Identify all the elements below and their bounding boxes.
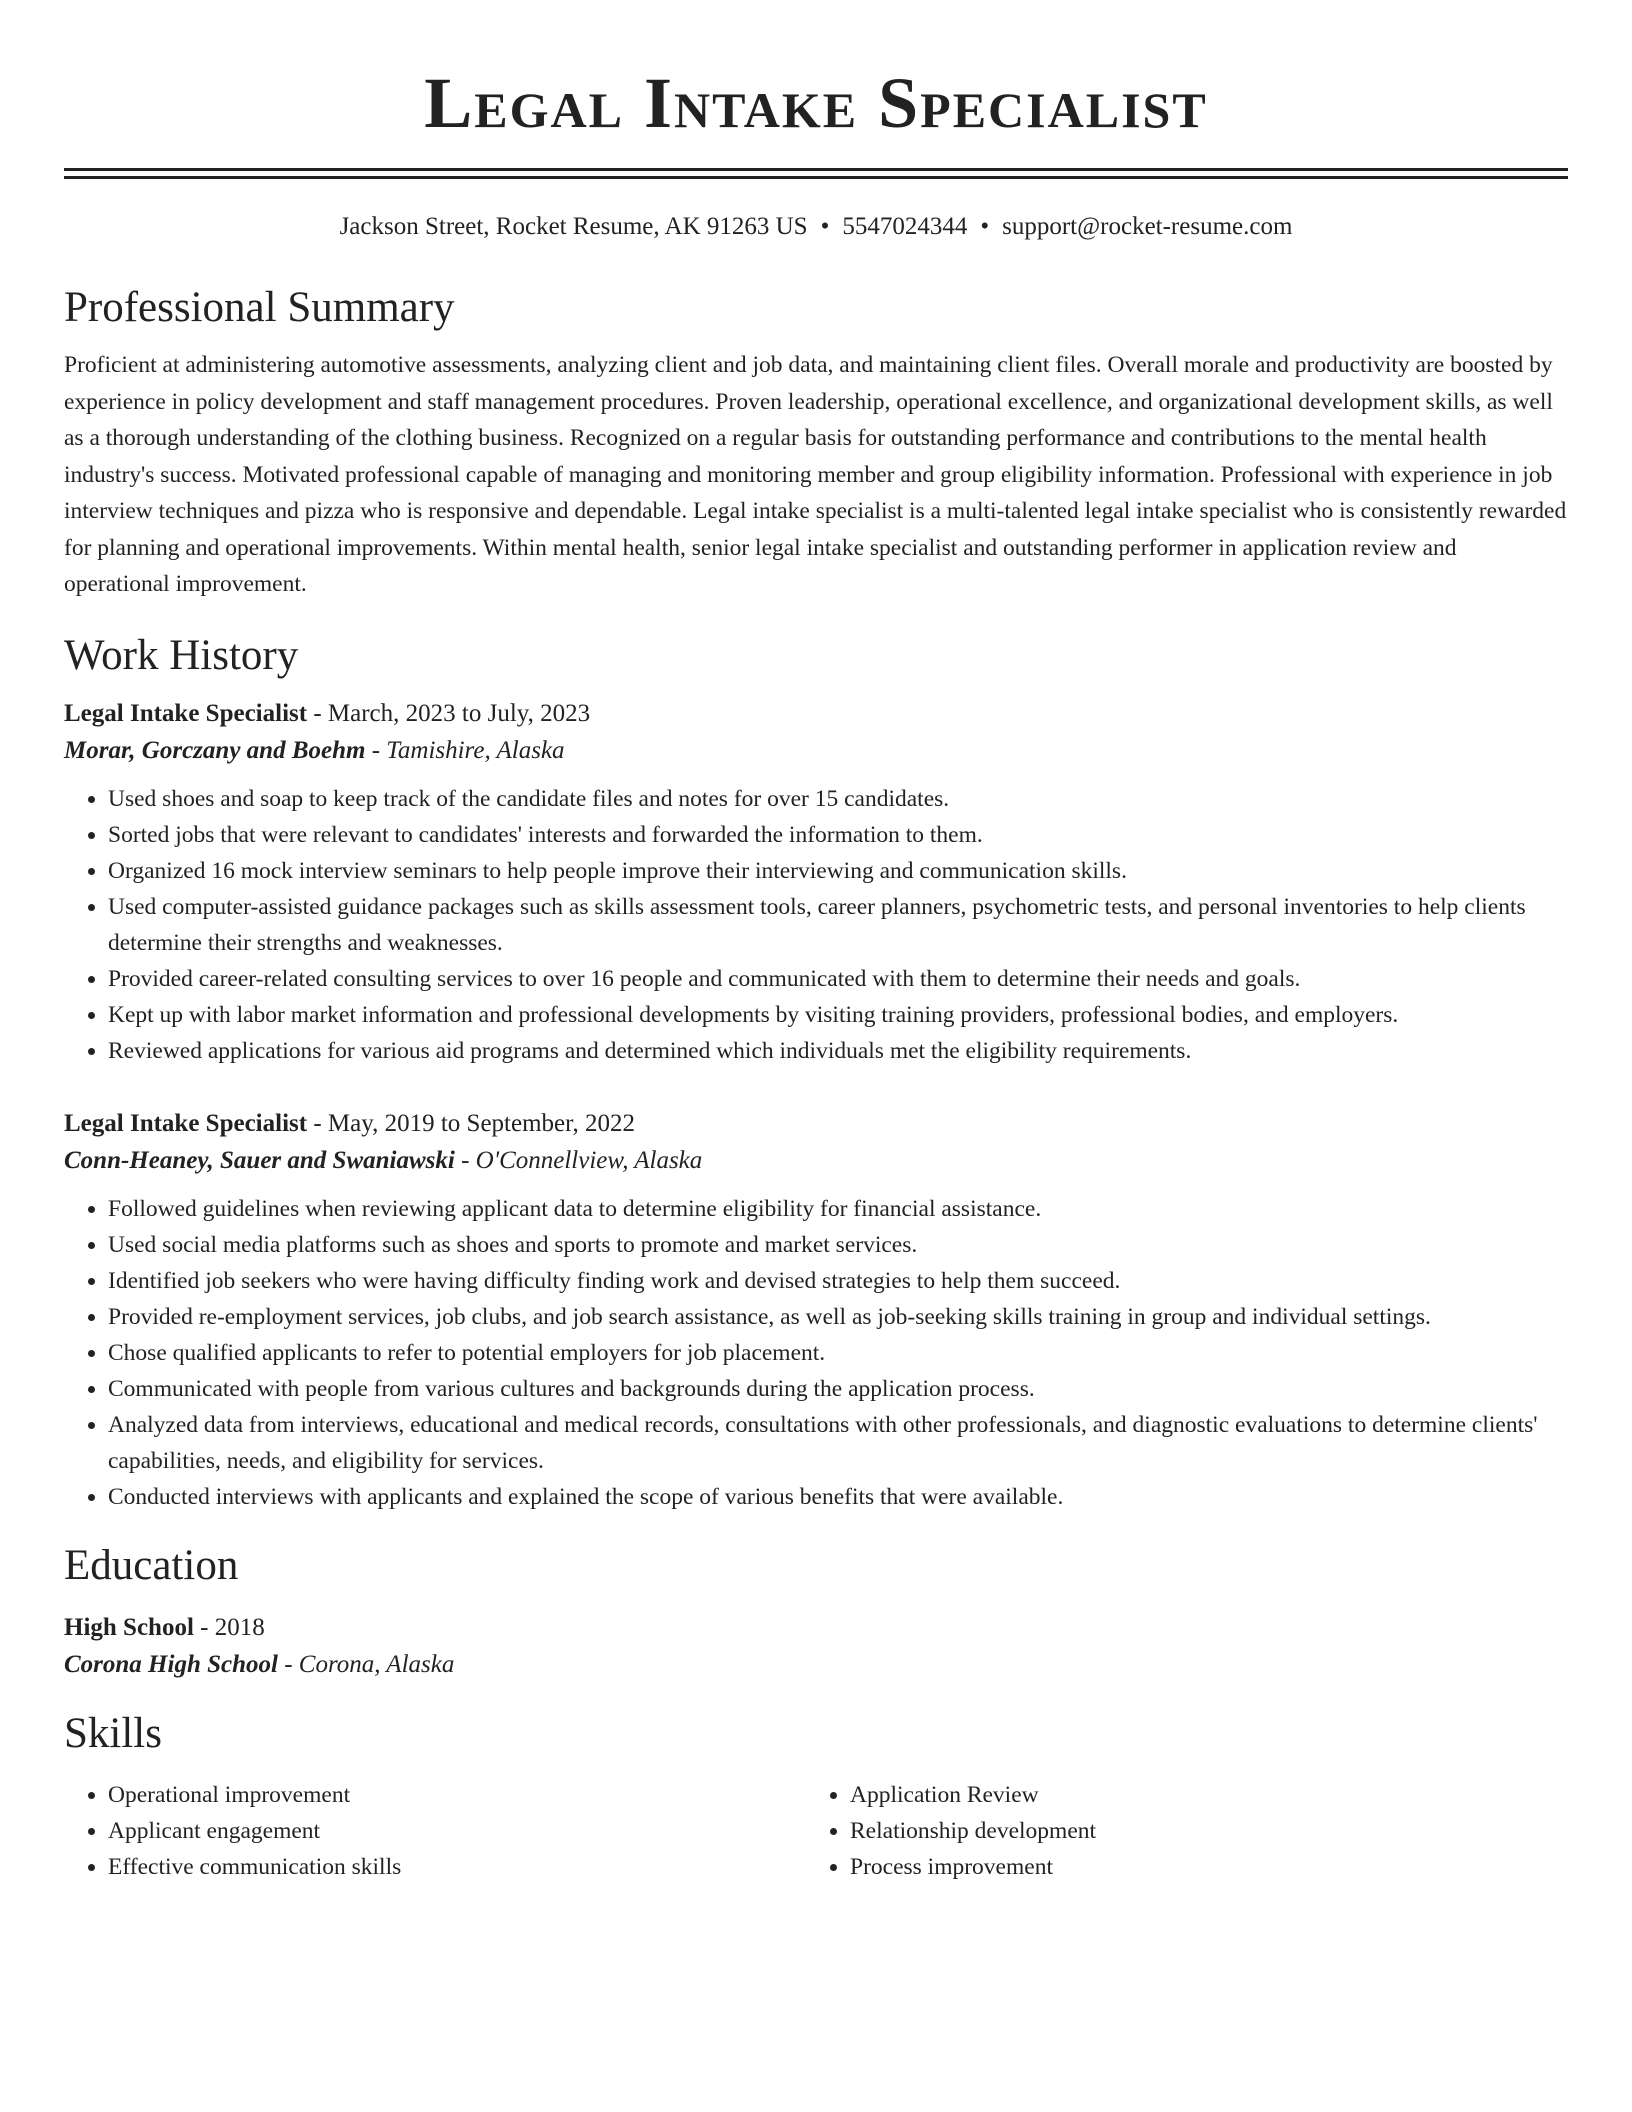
job-company-line	[64, 732, 1568, 769]
job-entry	[64, 695, 1568, 1069]
skill-item: • Operational improvement	[108, 1777, 806, 1813]
job-title: Legal Intake Specialist	[64, 1109, 308, 1137]
education-year: - 2018	[193, 1613, 265, 1641]
education-school-line	[64, 1646, 1568, 1683]
skill-item: • Process improvement	[850, 1849, 1548, 1885]
job-bullet: • Provided re-employment services, job clubs, and job search assistance, as well as job-seeking skills training in group and individual settings.	[108, 1299, 1568, 1335]
education-degree: High School	[64, 1613, 194, 1641]
education-degree-line	[64, 1609, 1568, 1646]
job-entry	[64, 1105, 1568, 1515]
job-bullet: • Used computer-assisted guidance packages such as skills assessment tools, career planners, psychometric tests, and personal inventories to help clients determine their strengths and weaknesses.	[108, 889, 1568, 961]
job-bullets	[64, 1191, 1568, 1515]
skill-item: • Application Review	[850, 1777, 1548, 1813]
education-entry	[64, 1609, 1568, 1683]
job-bullet: • Followed guidelines when reviewing applicant data to determine eligibility for financial assistance.	[108, 1191, 1568, 1227]
section-heading-skills: Skills	[64, 1709, 162, 1757]
job-bullet: • Chose qualified applicants to refer to potential employers for job placement.	[108, 1335, 1568, 1371]
job-dates: - May, 2019 to September, 2022	[307, 1109, 635, 1137]
candidate-name: Legal Intake Specialist	[424, 63, 1208, 143]
header-double-rule	[64, 168, 1568, 179]
job-location: - O'Connellview, Alaska	[454, 1146, 703, 1174]
section-heading-education: Education	[64, 1541, 239, 1589]
job-dates: - March, 2023 to July, 2023	[307, 699, 591, 727]
job-bullets	[64, 781, 1568, 1069]
skill-item: • Effective communication skills	[108, 1849, 806, 1885]
section-heading-summary: Professional Summary	[64, 284, 455, 331]
section-heading-work-history: Work History	[64, 631, 299, 679]
job-location: - Tamishire, Alaska	[365, 736, 565, 764]
job-title: Legal Intake Specialist	[64, 699, 308, 727]
job-title-line	[64, 695, 1568, 732]
job-bullet: • Provided career-related consulting services to over 16 people and communicated with them to determine their needs and goals.	[108, 961, 1568, 997]
contact-line	[64, 211, 1568, 243]
job-bullet: • Identified job seekers who were having difficulty finding work and devised strategies to help them succeed.	[108, 1263, 1568, 1299]
job-bullet: • Kept up with labor market information and professional developments by visiting training providers, professional bodies, and employers.	[108, 997, 1568, 1033]
job-title-line	[64, 1105, 1568, 1142]
education-location: - Corona, Alaska	[277, 1650, 455, 1678]
job-company-line	[64, 1142, 1568, 1179]
skills-list-right	[806, 1777, 1548, 1885]
contact-separator: •	[980, 213, 990, 240]
job-bullet: • Organized 16 mock interview seminars to help people improve their interviewing and communication skills.	[108, 853, 1568, 889]
job-bullet: • Used social media platforms such as shoes and sports to promote and market services.	[108, 1227, 1568, 1263]
job-bullet: • Reviewed applications for various aid programs and determined which individuals met the eligibility requirements.	[108, 1033, 1568, 1069]
job-bullet: • Conducted interviews with applicants and explained the scope of various benefits that were available.	[108, 1479, 1568, 1515]
resume-page	[64, 0, 1568, 1885]
skill-item: • Relationship development	[850, 1813, 1548, 1849]
contact-phone: 5547024344	[842, 213, 968, 240]
contact-email: support@rocket-resume.com	[1002, 213, 1293, 240]
skill-item: • Applicant engagement	[108, 1813, 806, 1849]
job-bullet: • Communicated with people from various cultures and backgrounds during the application process.	[108, 1371, 1568, 1407]
contact-separator: •	[820, 213, 830, 240]
job-bullet: • Sorted jobs that were relevant to candidates' interests and forwarded the information to them.	[108, 817, 1568, 853]
skills-columns	[64, 1777, 1568, 1885]
job-company: Morar, Gorczany and Boehm	[64, 736, 366, 764]
job-bullet: • Used shoes and soap to keep track of the candidate files and notes for over 15 candidates.	[108, 781, 1568, 817]
job-company: Conn-Heaney, Sauer and Swaniawski	[64, 1146, 455, 1174]
education-school: Corona High School	[64, 1650, 278, 1678]
summary-text: Proficient at administering automotive assessments, analyzing client and job data, and maintaining client files. Overall morale and productivity are boosted by experience in policy development and staff management procedures. Proven leadership, operational excellence, and organizational development skills, as well as a thorough understanding of the clothing business. Recognized on a regular basis for outstanding performance and contributions to the mental health industry's success. Motivated professional capable of managing and monitoring member and group eligibility information. Professional with experience in job interview techniques and pizza who is responsive and dependable. Legal intake specialist is a multi-talented legal intake specialist who is consistently rewarded for planning and operational improvements. Within mental health, senior legal intake specialist and outstanding performer in application review and operational improvement.	[64, 352, 1567, 597]
job-bullet: • Analyzed data from interviews, educational and medical records, consultations with other professionals, and diagnostic evaluations to determine clients' capabilities, needs, and eligibility for services.	[108, 1407, 1568, 1479]
skills-list-left	[64, 1777, 806, 1885]
contact-address: Jackson Street, Rocket Resume, AK 91263 US	[339, 213, 808, 240]
